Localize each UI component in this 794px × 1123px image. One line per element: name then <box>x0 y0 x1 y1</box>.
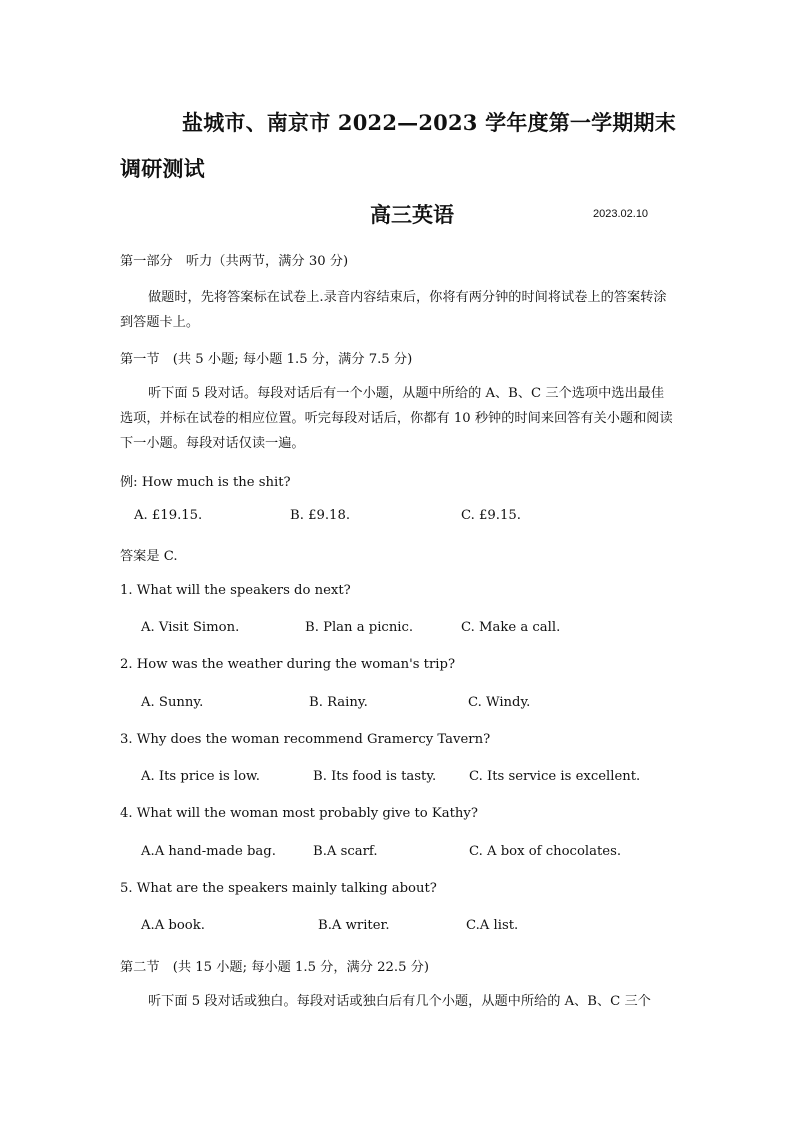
exam-date: 2023.02.10 <box>593 208 649 220</box>
example-answer: 答案是 C. <box>120 549 178 564</box>
exam-title: 盐城市、南京市 2022—2023 学年度第一学期期末调研测试 <box>120 110 676 181</box>
question-4-option-a: A.A hand-made bag. <box>141 844 276 859</box>
example-option-b: B. £9.18. <box>290 508 351 523</box>
question-3-option-b: B. Its food is tasty. <box>313 769 437 784</box>
part1-instruction: 做题时，先将答案标在试卷上.录音内容结束后，你将有两分钟的时间将试卷上的答案转涂到答题卡上。 <box>120 290 667 330</box>
question-2: 2. How was the weather during the woman's trip? <box>120 657 456 672</box>
section2-instruction: 听下面 5 段对话或独白。每段对话或独白后有几个小题，从题中所给的 A、B、C 三个 <box>148 994 651 1009</box>
section2-heading: 第二节 (共 15 小题; 每小题 1.5 分，满分 22.5 分) <box>120 960 430 975</box>
question-3-option-a: A. Its price is low. <box>141 769 260 784</box>
example-option-a: A. £19.15. <box>134 508 203 523</box>
section1-instruction: 听下面 5 段对话。每段对话后有一个小题，从题中所给的 A、B、C 三个选项中选出最佳选项，并标在试卷的相应位置。听完每段对话后，你都有 10 秒钟的时间来回答有关小题和阅读下一小题。每段对话仅读一遍。 <box>120 386 673 451</box>
section1-heading: 第一节 (共 5 小题; 每小题 1.5 分，满分 7.5 分) <box>120 352 413 367</box>
question-3-option-c: C. Its service is excellent. <box>469 769 641 784</box>
question-5-option-a: A.A book. <box>141 918 205 933</box>
question-5-option-b: B.A writer. <box>318 918 390 933</box>
question-1-option-b: B. Plan a picnic. <box>305 620 414 635</box>
question-5-option-c: C.A list. <box>466 918 519 933</box>
question-1-option-c: C. Make a call. <box>461 620 561 635</box>
question-4-option-b: B.A scarf. <box>313 844 378 859</box>
exam-subtitle: 高三英语 <box>370 202 454 227</box>
example-option-c: C. £9.15. <box>461 508 521 523</box>
part1-heading: 第一部分 听力（共两节，满分 30 分) <box>120 254 349 269</box>
example-question: 例: How much is the shit? <box>120 475 291 490</box>
question-1: 1. What will the speakers do next? <box>120 583 351 598</box>
question-2-option-c: C. Windy. <box>468 695 531 710</box>
question-3: 3. Why does the woman recommend Gramercy Tavern? <box>120 732 491 747</box>
question-4: 4. What will the woman most probably give to Kathy? <box>120 806 478 821</box>
question-2-option-a: A. Sunny. <box>141 695 204 710</box>
question-1-option-a: A. Visit Simon. <box>141 620 240 635</box>
question-4-option-c: C. A box of chocolates. <box>469 844 622 859</box>
question-2-option-b: B. Rainy. <box>309 695 368 710</box>
question-5: 5. What are the speakers mainly talking about? <box>120 881 437 896</box>
